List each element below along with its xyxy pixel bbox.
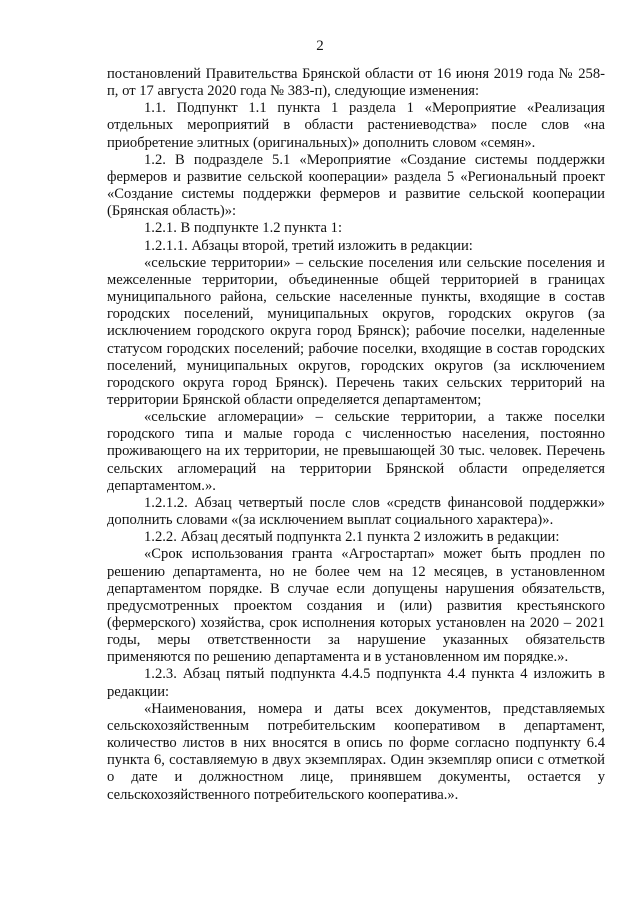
paragraph-1-2-1: 1.2.1. В подпункте 1.2 пункта 1:: [144, 220, 343, 237]
paragraph-grant-term: «Срок использования гранта «Агростартап» может быть продлен по решению департамента, но не более чем на 12 месяцев, в установленном департаментом порядке. В случае если допущены нарушения обязательств, предусмотренных проектом создания и (или) развития крестьянского (фермерского) хозяйства, срок исполнения которых установлен на 2020 – 2021 годы, меры ответственности за нарушение указанных обязательств применяются по решению департамента и в установленном им порядке.».: [107, 546, 605, 666]
document-body: [107, 66, 605, 804]
paragraph-rural-territories: «сельские территории» – сельские поселения или сельские поселения и межселенные территории, объединенные общей территорией в границах муниципального района, сельские населенные пункты, входящие в состав городских поселений, муниципальных округов, городских округов (за исключением городского округа город Брянск); рабочие поселки, наделенные статусом городских поселений; рабочие поселки, входящие в состав городских поселений, муниципальных округов, городских округов (за исключением городского округа город Брянск). Перечень таких сельских территорий на территории Брянской области определяется департаментом;: [107, 254, 605, 408]
page-number: 2: [316, 38, 324, 54]
paragraph-1-2: 1.2. В подразделе 5.1 «Мероприятие «Создание системы поддержки фермеров и развитие сельской кооперации» раздела 5 «Региональный проект «Создание системы поддержки фермеров и развитие сельской кооперации (Брянская область)»:: [107, 151, 605, 220]
paragraph-rural-agglomerations: «сельские агломерации» – сельские территории, а также поселки городского типа и малые города с численностью населения, постоянно проживающего на их территории, не превышающей 30 тыс. человек. Перечень сельских агломераций на территории Брянской области определяется департаментом.».: [107, 409, 605, 494]
paragraph-document-names: «Наименования, номера и даты всех документов, представляемых сельскохозяйственным потребительским кооперативом в департамент, количество листов в них вносятся в опись по форме согласно подпункту 6.4 пункта 6, составляемую в двух экземплярах. Один экземпляр описи с отметкой о дате и должностном лице, принявшем документы, остается у сельскохозяйственного потребительского кооператива.».: [107, 700, 605, 803]
paragraph-1-1: 1.1. Подпункт 1.1 пункта 1 раздела 1 «Мероприятие «Реализация отдельных мероприятий в области растениеводства» после слов «на приобретение элитных (оригинальных)» дополнить словом «семян».: [107, 100, 605, 151]
paragraph-1-2-2: 1.2.2. Абзац десятый подпункта 2.1 пункта 2 изложить в редакции:: [144, 529, 560, 546]
paragraph-1-2-1-2: 1.2.1.2. Абзац четвертый после слов «средств финансовой поддержки» дополнить словами «(за исключением выплат социального характера)».: [107, 494, 605, 529]
paragraph-1-2-1-1: 1.2.1.1. Абзацы второй, третий изложить в редакции:: [144, 237, 473, 254]
paragraph-intro: постановлений Правительства Брянской области от 16 июня 2019 года № 258-п, от 17 августа 2020 года № 383-п), следующие изменения:: [107, 66, 605, 100]
paragraph-1-2-3: 1.2.3. Абзац пятый подпункта 4.4.5 подпункта 4.4 пункта 4 изложить в редакции:: [107, 666, 605, 700]
